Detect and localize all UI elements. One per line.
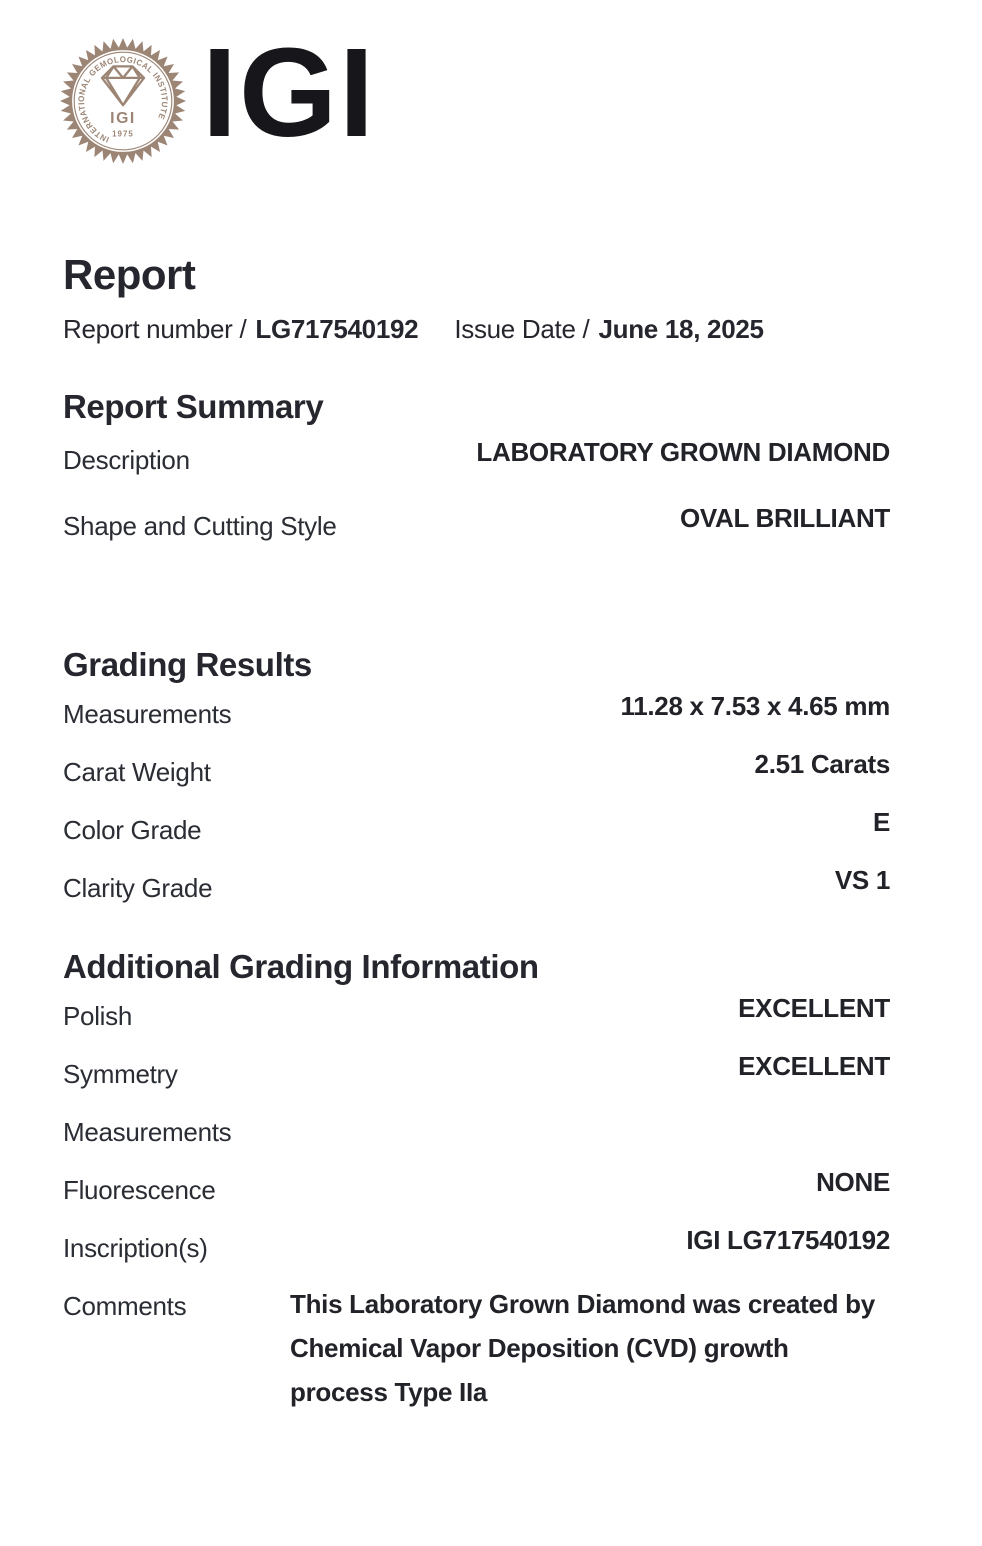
section-grading-results	[63, 645, 890, 917]
row-label: Clarity Grade	[63, 873, 213, 904]
seal-year: 1975	[112, 129, 134, 139]
issue-date-value: June 18, 2025	[598, 314, 764, 345]
row-label: Measurements	[63, 699, 232, 730]
table-row	[63, 1277, 890, 1435]
igi-seal-logo	[60, 38, 186, 164]
report-number-value: LG717540192	[255, 314, 419, 345]
table-row	[63, 1161, 890, 1219]
issue-date-label: Issue Date /	[454, 314, 590, 345]
table-row	[63, 1103, 890, 1161]
table-row	[63, 1045, 890, 1103]
table-row	[63, 743, 890, 801]
report-number-label: Report number /	[63, 314, 247, 345]
row-value: LABORATORY GROWN DIAMOND	[476, 437, 890, 468]
row-label: Description	[63, 445, 190, 476]
table-row	[63, 685, 890, 743]
brand-header	[60, 22, 890, 164]
row-value: VS 1	[834, 865, 890, 896]
section-report-summary	[63, 387, 890, 559]
report-body	[63, 252, 890, 1435]
igi-wordmark: IGI	[202, 22, 377, 163]
table-row	[63, 987, 890, 1045]
row-value: NONE	[816, 1167, 890, 1198]
report-summary-heading: Report Summary	[63, 388, 324, 426]
page-title: Report	[63, 251, 196, 298]
row-value: E	[872, 807, 890, 838]
seal-ring-text: INTERNATIONAL GEMOLOGICAL INSTITUTE	[76, 54, 170, 145]
table-row	[63, 493, 890, 559]
table-row	[63, 801, 890, 859]
section-additional-grading-information	[63, 947, 890, 1435]
row-label: Inscription(s)	[63, 1233, 208, 1264]
table-row	[63, 1219, 890, 1277]
report-meta	[63, 314, 890, 345]
table-row	[63, 427, 890, 493]
row-label: Comments	[63, 1291, 187, 1322]
row-value: IGI LG717540192	[686, 1225, 890, 1256]
row-label: Polish	[63, 1001, 133, 1032]
row-value: 2.51 Carats	[754, 749, 890, 780]
row-label: Symmetry	[63, 1059, 178, 1090]
additional-grading-heading: Additional Grading Information	[63, 948, 539, 986]
row-value: OVAL BRILLIANT	[679, 503, 890, 534]
row-value: EXCELLENT	[738, 1051, 890, 1082]
row-label: Carat Weight	[63, 757, 211, 788]
row-value: EXCELLENT	[738, 993, 890, 1024]
row-label: Shape and Cutting Style	[63, 511, 337, 542]
grading-results-heading: Grading Results	[63, 646, 312, 684]
row-label: Fluorescence	[63, 1175, 216, 1206]
row-label: Measurements	[63, 1117, 232, 1148]
row-label: Color Grade	[63, 815, 202, 846]
row-value: This Laboratory Grown Diamond was created by Chemical Vapor Deposition (CVD) growth process Type IIa	[290, 1289, 875, 1408]
row-value: 11.28 x 7.53 x 4.65 mm	[620, 691, 890, 722]
table-row	[63, 859, 890, 917]
seal-monogram: IGI	[110, 110, 136, 128]
